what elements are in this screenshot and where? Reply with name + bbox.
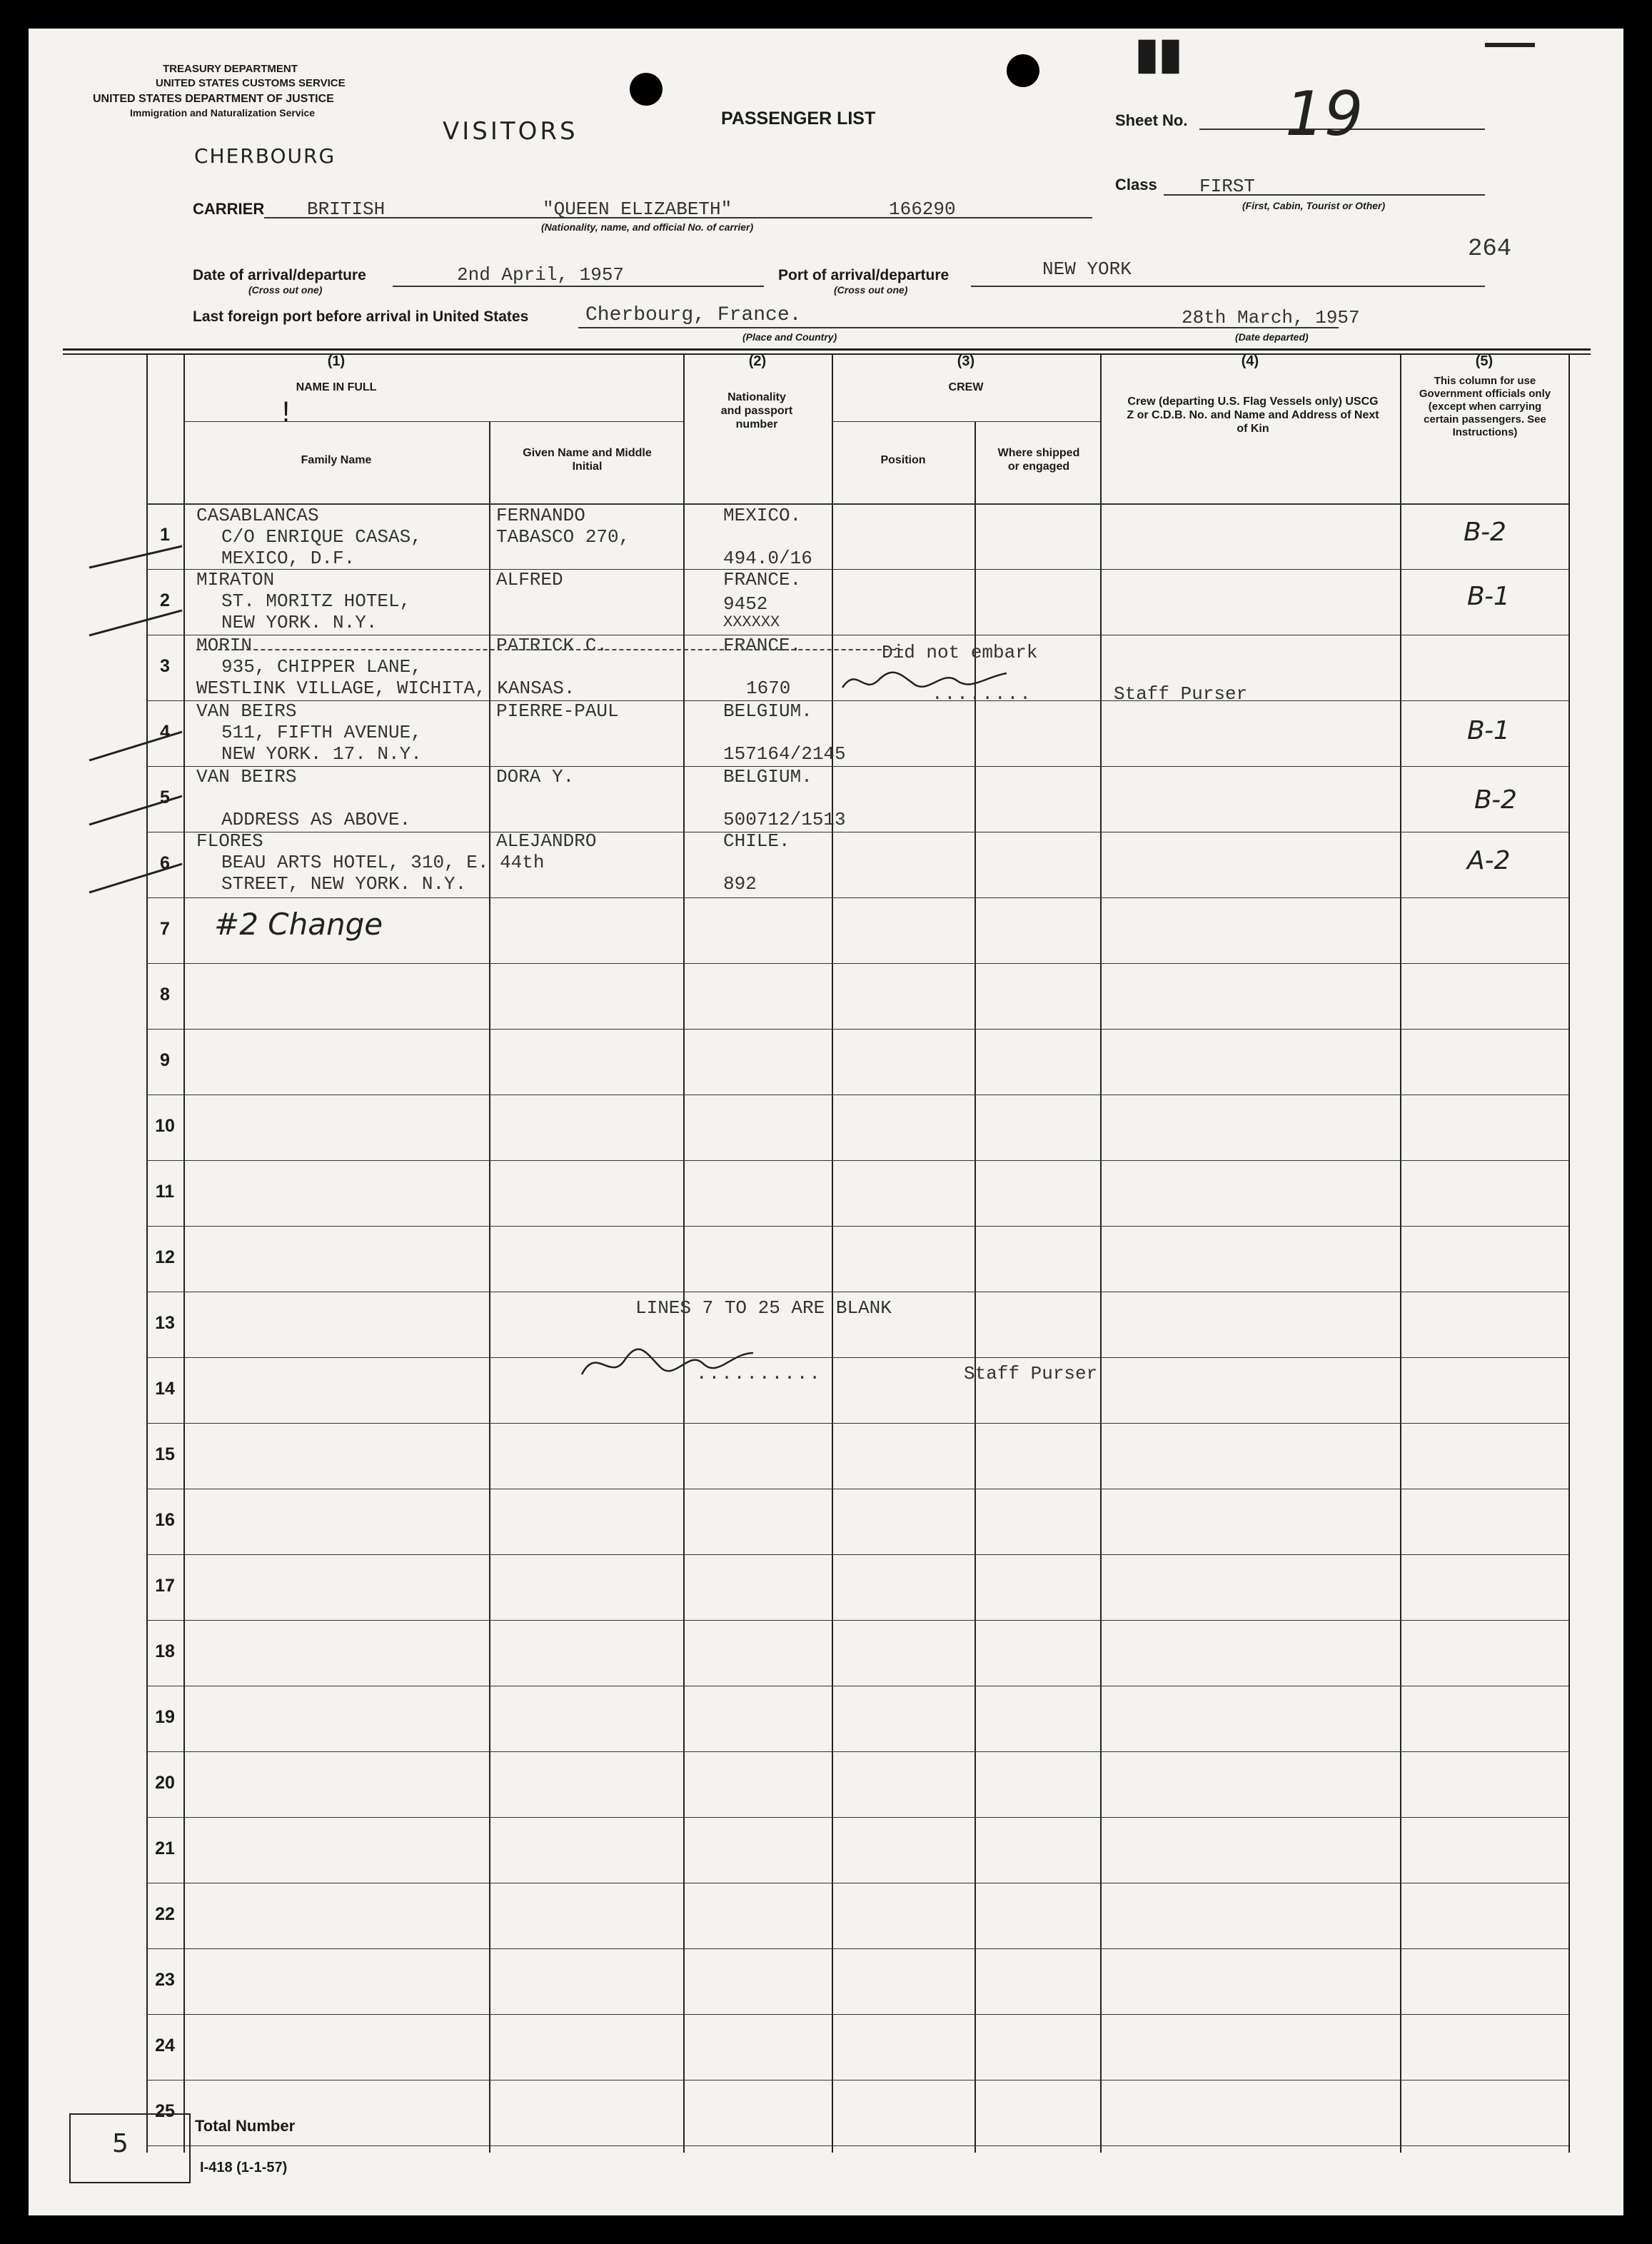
row-number: 13 xyxy=(155,1313,175,1333)
family-name-header: Family Name xyxy=(301,454,372,466)
crew-note: Did not embark xyxy=(882,642,1038,663)
form-number: I-418 (1-1-57) xyxy=(200,2160,288,2175)
row-number: 2 xyxy=(160,590,170,610)
handwritten-visitors: VISITORS xyxy=(443,117,578,146)
row-number: 8 xyxy=(160,985,170,1005)
family-name: VAN BEIRS xyxy=(196,700,297,722)
top-mark: ▮▮ xyxy=(1135,29,1183,77)
row-line xyxy=(146,1948,1568,1949)
row-line xyxy=(146,1817,1568,1818)
passenger-table xyxy=(146,353,1592,2153)
row-number: 24 xyxy=(155,2036,175,2056)
row-line xyxy=(146,569,1568,570)
last-port-underline xyxy=(578,327,1078,328)
passport-crossout: XXXXXX xyxy=(723,613,780,631)
total-label: Total Number xyxy=(195,2117,296,2135)
purser-dots: .......... xyxy=(696,1363,822,1384)
visa-code: B-1 xyxy=(1467,582,1510,611)
where-shipped-header: Where shipped or engaged xyxy=(997,447,1080,473)
class-hint: (First, Cabin, Tourist or Other) xyxy=(1242,200,1386,211)
row-line xyxy=(146,2014,1568,2015)
address-line: WESTLINK VILLAGE, WICHITA, KANSAS. xyxy=(196,678,575,699)
sheet-number: 19 xyxy=(1285,79,1364,150)
col4-number: (4) xyxy=(1241,353,1259,369)
address-line: NEW YORK. N.Y. xyxy=(221,612,378,633)
row-line xyxy=(146,1423,1568,1424)
check-marks xyxy=(82,518,196,917)
nationality: CHILE. xyxy=(723,830,790,852)
address-line: 935, CHIPPER LANE, xyxy=(221,656,422,678)
crossout-line xyxy=(196,649,903,650)
row-line xyxy=(146,1160,1568,1161)
grid-line xyxy=(183,421,683,422)
row-number: 15 xyxy=(155,1444,175,1464)
family-name: VAN BEIRS xyxy=(196,766,297,788)
last-port-value: Cherbourg, France. xyxy=(585,304,802,326)
given-name: PIERRE-PAUL xyxy=(496,700,619,722)
agency-line: UNITED STATES CUSTOMS SERVICE xyxy=(156,77,346,89)
row-number: 9 xyxy=(160,1050,170,1070)
passenger-list-sheet xyxy=(29,29,1623,2215)
purser-dots: ........ xyxy=(932,683,1032,705)
agency-line: TREASURY DEPARTMENT xyxy=(163,63,298,75)
family-name: MIRATON xyxy=(196,569,275,590)
top-dash-mark xyxy=(1485,43,1535,47)
row-line xyxy=(146,2080,1568,2081)
address-line: ADDRESS AS ABOVE. xyxy=(221,809,411,830)
row-line xyxy=(146,1029,1568,1030)
row-number: 10 xyxy=(155,1116,175,1136)
agency-line: Immigration and Naturalization Service xyxy=(130,107,316,119)
grid-line xyxy=(1568,353,1570,2153)
purser-label: Staff Purser xyxy=(1114,683,1248,705)
col5-title: This column for use Government officials only (except when carrying certain passengers. See Instructions) xyxy=(1419,375,1551,438)
position-header: Position xyxy=(880,454,926,466)
row-number: 3 xyxy=(160,656,170,676)
row-number: 18 xyxy=(155,1641,175,1661)
carrier-label: CARRIER xyxy=(193,200,265,218)
row-line xyxy=(146,2145,1568,2146)
address-line: 511, FIFTH AVENUE, xyxy=(221,722,422,743)
nationality: MEXICO. xyxy=(723,505,802,526)
visa-code: A-2 xyxy=(1467,846,1511,875)
bottom-purser-label: Staff Purser xyxy=(964,1363,1098,1384)
port-underline xyxy=(971,286,1485,287)
grid-line xyxy=(832,421,1100,422)
col1-title: NAME IN FULL xyxy=(296,381,377,393)
departed-value: 28th March, 1957 xyxy=(1182,307,1360,328)
given-name-header: Given Name and Middle Initial xyxy=(523,447,652,473)
handwritten-port: CHERBOURG xyxy=(194,144,336,168)
passport-number: 494.0/16 xyxy=(723,548,812,569)
row-number: 5 xyxy=(160,788,170,807)
col5-number: (5) xyxy=(1475,353,1494,369)
row-number: 22 xyxy=(155,1904,175,1924)
header-rule xyxy=(63,348,1591,351)
date-crossout-hint: (Cross out one) xyxy=(248,284,323,296)
passport-number: 9452 xyxy=(723,593,768,615)
col4-title: Crew (departing U.S. Flag Vessels only) USCG Z or C.D.B. No. and Name and Address of Next of Kin xyxy=(1127,396,1379,435)
nationality: FRANCE. xyxy=(723,569,802,590)
passport-number: 892 xyxy=(723,873,757,895)
agency-line: UNITED STATES DEPARTMENT OF JUSTICE xyxy=(93,93,334,105)
total-box xyxy=(69,2113,191,2183)
date-value: 2nd April, 1957 xyxy=(457,264,625,286)
port-label: Port of arrival/departure xyxy=(778,267,950,283)
punch-hole xyxy=(630,73,663,106)
row-number: 16 xyxy=(155,1510,175,1530)
given-name: ALEJANDRO xyxy=(496,830,597,852)
row-number: 12 xyxy=(155,1247,175,1267)
row-line xyxy=(146,1751,1568,1752)
row-number: 4 xyxy=(160,722,170,742)
family-name: FLORES xyxy=(196,830,263,852)
tick-mark: ! xyxy=(282,396,291,428)
row-number: 25 xyxy=(155,2101,175,2121)
sheet-label: Sheet No. xyxy=(1115,111,1188,129)
family-name: MORIN xyxy=(196,635,253,656)
passport-number: 157164/2145 xyxy=(723,743,846,765)
visa-code: B-2 xyxy=(1464,518,1506,547)
row-line xyxy=(146,1554,1568,1555)
row-number: 14 xyxy=(155,1379,175,1399)
address-line: BEAU ARTS HOTEL, 310, E. 44th xyxy=(221,852,545,873)
carrier-name: "QUEEN ELIZABETH" xyxy=(543,198,732,220)
carrier-hint: (Nationality, name, and official No. of carrier) xyxy=(541,221,754,233)
visa-code: B-1 xyxy=(1467,716,1510,745)
port-value: NEW YORK xyxy=(1042,258,1132,280)
row-line xyxy=(146,766,1568,767)
given-name: ALFRED xyxy=(496,569,563,590)
port-crossout-hint: (Cross out one) xyxy=(834,284,908,296)
given-name: DORA Y. xyxy=(496,766,575,788)
date-underline xyxy=(393,286,764,287)
address-line: TABASCO 270, xyxy=(496,526,630,548)
carrier-number: 166290 xyxy=(889,198,956,220)
nationality: BELGIUM. xyxy=(723,766,812,788)
address-line: ST. MORITZ HOTEL, xyxy=(221,590,411,612)
departed-hint: (Date departed) xyxy=(1235,331,1309,343)
last-port-label: Last foreign port before arrival in United States xyxy=(193,308,529,325)
address-line: NEW YORK. 17. N.Y. xyxy=(221,743,422,765)
date-label: Date of arrival/departure xyxy=(193,267,366,283)
page-title: PASSENGER LIST xyxy=(721,109,876,129)
class-label: Class xyxy=(1115,176,1157,193)
row-line xyxy=(146,897,1568,898)
passport-number: 500712/1513 xyxy=(723,809,846,830)
given-name: PATRICK C. xyxy=(496,635,608,656)
class-value: FIRST xyxy=(1199,176,1256,197)
row-line xyxy=(146,1357,1568,1358)
row-line xyxy=(146,1620,1568,1621)
row-number: 17 xyxy=(155,1576,175,1596)
row-number: 11 xyxy=(155,1182,175,1202)
row-number: 20 xyxy=(155,1773,175,1793)
row-line xyxy=(146,1226,1568,1227)
total-value: 5 xyxy=(112,2129,129,2158)
row-number: 6 xyxy=(160,853,170,873)
row-number: 19 xyxy=(155,1707,175,1727)
col2-number: (2) xyxy=(748,353,767,369)
address-line: STREET, NEW YORK. N.Y. xyxy=(221,873,467,895)
page-ref: 264 xyxy=(1468,236,1512,263)
family-name: CASABLANCAS xyxy=(196,505,319,526)
row-number: 1 xyxy=(160,525,170,545)
given-name: FERNANDO xyxy=(496,505,585,526)
row7-handwritten-note: #2 Change xyxy=(214,907,383,942)
col2-title: Nationality and passport number xyxy=(720,391,793,431)
nationality: BELGIUM. xyxy=(723,700,812,722)
visa-code: B-2 xyxy=(1474,785,1517,815)
row-line xyxy=(146,963,1568,964)
col1-number: (1) xyxy=(327,353,346,369)
address-line: C/O ENRIQUE CASAS, xyxy=(221,526,422,548)
row-number: 21 xyxy=(155,1838,175,1858)
row-number: 7 xyxy=(160,919,170,939)
row-number: 23 xyxy=(155,1970,175,1990)
grid-line xyxy=(146,503,1568,505)
nationality: FRANCE. xyxy=(723,635,802,656)
col3-number: (3) xyxy=(957,353,975,369)
carrier-nationality: BRITISH xyxy=(307,198,386,220)
passport-number: 1670 xyxy=(746,678,791,699)
punch-hole xyxy=(1007,54,1039,87)
col3-title: CREW xyxy=(948,381,984,393)
address-line: MEXICO, D.F. xyxy=(221,548,356,569)
blank-lines-note: LINES 7 TO 25 ARE BLANK xyxy=(635,1297,892,1319)
last-port-hint: (Place and Country) xyxy=(742,331,837,343)
